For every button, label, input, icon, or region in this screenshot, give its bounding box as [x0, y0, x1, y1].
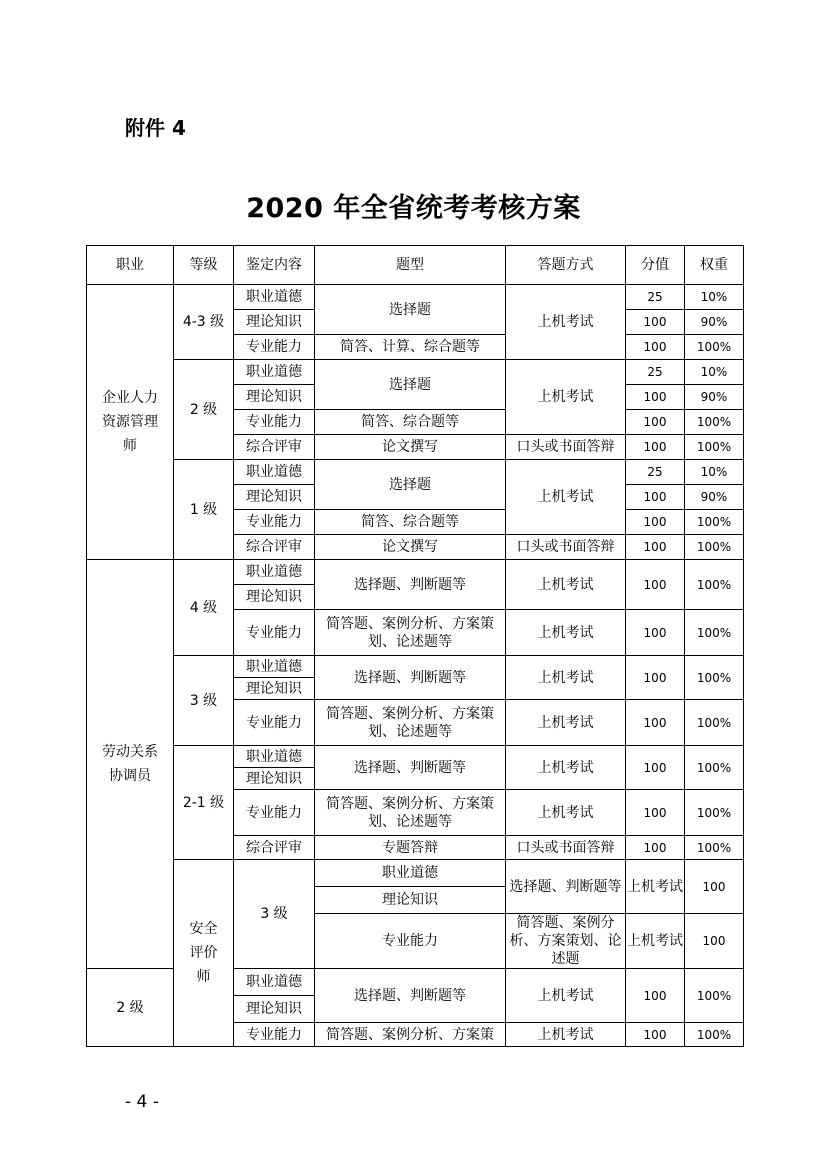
table-cell: 100% [685, 790, 744, 836]
table-cell: 100% [685, 410, 744, 435]
table-cell: 上机考试 [506, 1023, 626, 1047]
table-cell: 选择题、判断题等 [315, 656, 506, 700]
table-cell: 90% [685, 485, 744, 510]
table-row [87, 460, 744, 485]
table-cell: 100 [626, 1023, 685, 1047]
table-cell: 100% [685, 610, 744, 656]
table-cell: 100 [626, 435, 685, 460]
table-cell: 理论知识 [234, 996, 315, 1023]
header-score: 分值 [626, 246, 685, 285]
table-row [87, 860, 744, 887]
table-cell: 100% [685, 700, 744, 746]
table-cell: 100% [685, 746, 744, 790]
table-cell: 简答题、案例分析、方案策划、论述题等 [315, 790, 506, 836]
table-cell: 10% [685, 360, 744, 385]
table-cell: 劳动关系协调员 [87, 560, 174, 969]
table-cell: 职业道德 [234, 656, 315, 678]
table-cell: 理论知识 [234, 385, 315, 410]
attachment-label: 附件 4 [125, 116, 186, 140]
table-cell: 4 级 [174, 560, 234, 656]
table-cell: 上机考试 [506, 746, 626, 790]
table-cell: 简答、综合题等 [315, 410, 506, 435]
table-body [87, 285, 744, 1047]
table-cell: 专业能力 [234, 700, 315, 746]
table-cell: 上机考试 [506, 610, 626, 656]
table-cell: 简答题、案例分析、方案策划、论述题等 [315, 700, 506, 746]
table-cell: 简答题、案例分析、方案策划、论述题等 [315, 610, 506, 656]
table-row [87, 360, 744, 385]
table-cell: 25 [626, 460, 685, 485]
table-header-row [87, 246, 744, 285]
table-cell: 职业道德 [234, 460, 315, 485]
table-cell: 100 [626, 535, 685, 560]
table-cell: 专业能力 [234, 410, 315, 435]
table-cell: 10% [685, 285, 744, 310]
table-cell: 职业道德 [234, 285, 315, 310]
table-cell: 100 [626, 969, 685, 1023]
table-cell: 上机考试 [506, 460, 626, 535]
table-cell: 理论知识 [234, 485, 315, 510]
table-cell: 上机考试 [506, 285, 626, 360]
table-cell: 25 [626, 285, 685, 310]
table-cell: 简答题、案例分析、方案策 [315, 1023, 506, 1047]
table-cell: 简答、综合题等 [315, 510, 506, 535]
table-cell: 选择题 [315, 460, 506, 510]
table-cell: 安全评价师 [174, 860, 234, 1047]
table-cell: 选择题、判断题等 [506, 860, 626, 914]
table-cell: 上机考试 [506, 360, 626, 435]
table-cell: 专业能力 [234, 335, 315, 360]
table-cell: 职业道德 [234, 560, 315, 585]
table-cell: 口头或书面答辩 [506, 836, 626, 860]
table-cell: 论文撰写 [315, 535, 506, 560]
assessment-plan-table [86, 245, 744, 1047]
table-cell: 100 [626, 310, 685, 335]
table-cell: 职业道德 [234, 360, 315, 385]
table-cell: 100 [626, 836, 685, 860]
table-cell: 专题答辩 [315, 836, 506, 860]
table-cell: 100% [685, 836, 744, 860]
header-weight: 权重 [685, 246, 744, 285]
table-cell: 2-1 级 [174, 746, 234, 860]
table-cell: 上机考试 [626, 860, 685, 914]
table-cell: 3 级 [234, 860, 315, 969]
table-cell: 100 [626, 656, 685, 700]
table-cell: 100% [685, 510, 744, 535]
table-cell: 职业道德 [234, 746, 315, 768]
table-cell: 职业道德 [234, 969, 315, 996]
table-cell: 综合评审 [234, 435, 315, 460]
table-cell: 100% [685, 969, 744, 1023]
table-cell: 100 [626, 560, 685, 610]
table-cell: 100 [626, 510, 685, 535]
table-cell: 2 级 [174, 360, 234, 460]
table-cell: 90% [685, 385, 744, 410]
table-cell: 选择题、判断题等 [315, 969, 506, 1023]
table-cell: 专业能力 [234, 610, 315, 656]
table-cell: 理论知识 [234, 768, 315, 790]
table-cell: 上机考试 [506, 790, 626, 836]
table-cell: 10% [685, 460, 744, 485]
table-cell: 100 [626, 790, 685, 836]
table-cell: 综合评审 [234, 836, 315, 860]
table-cell: 100% [685, 535, 744, 560]
table-cell: 职业道德 [315, 860, 506, 887]
table-cell: 口头或书面答辩 [506, 435, 626, 460]
header-answer-method: 答题方式 [506, 246, 626, 285]
header-content: 鉴定内容 [234, 246, 315, 285]
table-cell: 简答题、案例分析、方案策划、论述题 [506, 914, 626, 969]
table-cell: 100 [685, 860, 744, 914]
table-cell: 专业能力 [234, 1023, 315, 1047]
table-cell: 综合评审 [234, 535, 315, 560]
table-cell: 100 [626, 385, 685, 410]
table-cell: 2 级 [87, 969, 174, 1047]
table-cell: 100% [685, 656, 744, 700]
table-row [87, 285, 744, 310]
table-cell: 100% [685, 1023, 744, 1047]
header-occupation: 职业 [87, 246, 174, 285]
table-cell: 专业能力 [315, 914, 506, 969]
table-cell: 上机考试 [626, 914, 685, 969]
table-cell: 专业能力 [234, 790, 315, 836]
table-cell: 选择题、判断题等 [315, 746, 506, 790]
table-cell: 专业能力 [234, 510, 315, 535]
table-cell: 25 [626, 360, 685, 385]
table-cell: 理论知识 [234, 585, 315, 610]
table-cell: 100 [626, 485, 685, 510]
table-cell: 90% [685, 310, 744, 335]
header-question-type: 题型 [315, 246, 506, 285]
document-title: 2020 年全省统考考核方案 [246, 193, 581, 224]
table-cell: 100% [685, 560, 744, 610]
table-cell: 上机考试 [506, 969, 626, 1023]
table-cell: 100 [626, 335, 685, 360]
table-row [87, 746, 744, 768]
table-cell: 100 [685, 914, 744, 969]
table-cell: 选择题 [315, 360, 506, 410]
table-cell: 选择题、判断题等 [315, 560, 506, 610]
table-cell: 100 [626, 746, 685, 790]
table-cell: 100% [685, 435, 744, 460]
header-level: 等级 [174, 246, 234, 285]
table-cell: 上机考试 [506, 656, 626, 700]
table-cell: 口头或书面答辩 [506, 535, 626, 560]
table-cell: 100% [685, 335, 744, 360]
table-cell: 理论知识 [315, 887, 506, 914]
table-cell: 论文撰写 [315, 435, 506, 460]
table-row [87, 656, 744, 678]
table-cell: 理论知识 [234, 310, 315, 335]
table-cell: 100 [626, 700, 685, 746]
table-cell: 上机考试 [506, 700, 626, 746]
table-cell: 100 [626, 610, 685, 656]
page-number: - 4 - [125, 1092, 159, 1112]
table-row [87, 560, 744, 585]
table-cell: 理论知识 [234, 678, 315, 700]
table-cell: 3 级 [174, 656, 234, 746]
table-cell: 4-3 级 [174, 285, 234, 360]
table-cell: 1 级 [174, 460, 234, 560]
table-cell: 100 [626, 410, 685, 435]
table-cell: 选择题 [315, 285, 506, 335]
table-cell: 上机考试 [506, 560, 626, 610]
table-cell: 简答、计算、综合题等 [315, 335, 506, 360]
table-cell: 企业人力资源管理师 [87, 285, 174, 560]
